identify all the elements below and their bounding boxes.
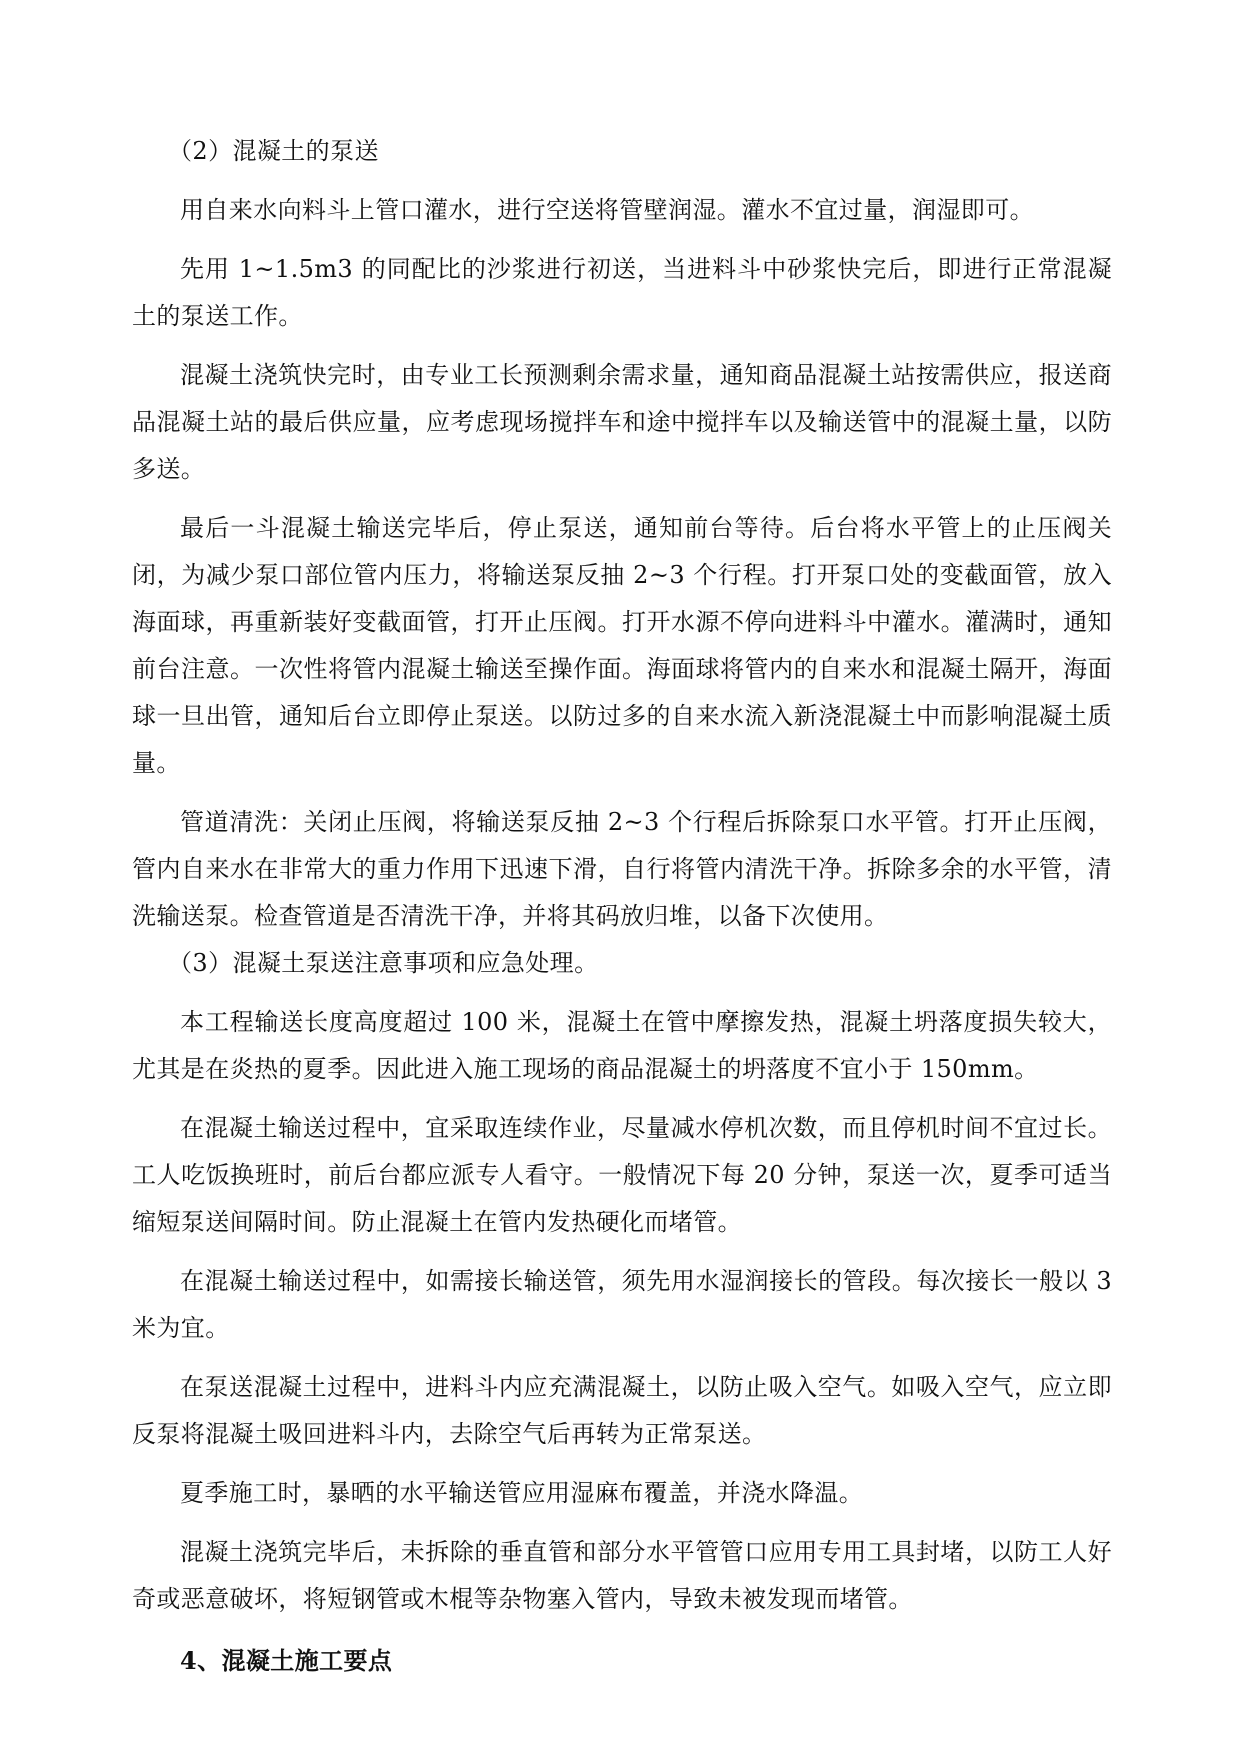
paragraph-mortar-initial-pumping: 先用 1~1.5m3 的同配比的沙浆进行初送，当进料斗中砂浆快完后，即进行正常混凝土的泵送工作。 [132,255,1112,330]
paragraph-water-priming: 用自来水向料斗上管口灌水，进行空送将管壁润湿。灌水不宜过量，润湿即可。 [180,196,1034,224]
document-body [132,128,1112,1684]
paragraph-pipe-sealing: 混凝土浇筑完毕后，未拆除的垂直管和部分水平管管口应用专用工具封堵，以防工人好奇或恶意破坏，将短钢管或木棍等杂物塞入管内，导致未被发现而堵管。 [132,1538,1112,1613]
paragraph-final-delivery: 最后一斗混凝土输送完毕后，停止泵送，通知前台等待。后台将水平管上的止压阀关闭，为减少泵口部位管内压力，将输送泵反抽 2~3 个行程。打开泵口处的变截面管，放入海面球，再重新装好变截面管，打开止压阀。打开水源不停向进料斗中灌水。灌满时，通知前台注意。一次性将管内混凝土输送至操作面。海面球将管内的自来水和混凝土隔开，海面球一旦出管，通知后台立即停止泵送。以防过多的自来水流入新浇混凝土中而影响混凝土质量。 [132,514,1113,777]
subsection-heading-2: （2）混凝土的泵送 [168,137,379,165]
paragraph-pipe-cleaning: 管道清洗：关闭止压阀，将输送泵反抽 2~3 个行程后拆除泵口水平管。打开止压阀，管内自来水在非常大的重力作用下迅速下滑，自行将管内清洗干净。拆除多余的水平管，清洗输送泵。检查管道是否清洗干净，并将其码放归堆，以备下次使用。 [132,808,1112,930]
paragraph-remaining-quantity: 混凝土浇筑快完时，由专业工长预测剩余需求量，通知商品混凝土站按需供应，报送商品混凝土站的最后供应量，应考虑现场搅拌车和途中搅拌车以及输送管中的混凝土量，以防多送。 [132,361,1112,483]
paragraph-continuous-operation: 在混凝土输送过程中，宜采取连续作业，尽量减水停机次数，而且停机时间不宜过长。工人吃饭换班时，前后台都应派专人看守。一般情况下每 20 分钟，泵送一次，夏季可适当缩短泵送间隔时间。防止混凝土在管内发热硬化而堵管。 [132,1114,1112,1236]
paragraph-air-prevention: 在泵送混凝土过程中，进料斗内应充满混凝土，以防止吸入空气。如吸入空气，应立即反泵将混凝土吸回进料斗内，去除空气后再转为正常泵送。 [132,1373,1112,1448]
paragraph-summer-cooling: 夏季施工时，暴晒的水平输送管应用湿麻布覆盖，并浇水降温。 [180,1479,864,1507]
section-heading: 4、混凝土施工要点 [180,1646,393,1675]
paragraph-slump-requirement: 本工程输送长度高度超过 100 米，混凝土在管中摩擦发热，混凝土坍落度损失较大，尤其是在炎热的夏季。因此进入施工现场的商品混凝土的坍落度不宜小于 150mm。 [132,1008,1112,1083]
subsection-heading-3: （3）混凝土泵送注意事项和应急处理。 [168,949,599,977]
paragraph-pipe-extension: 在混凝土输送过程中，如需接长输送管，须先用水湿润接长的管段。每次接长一般以 3 米为宜。 [132,1267,1112,1342]
